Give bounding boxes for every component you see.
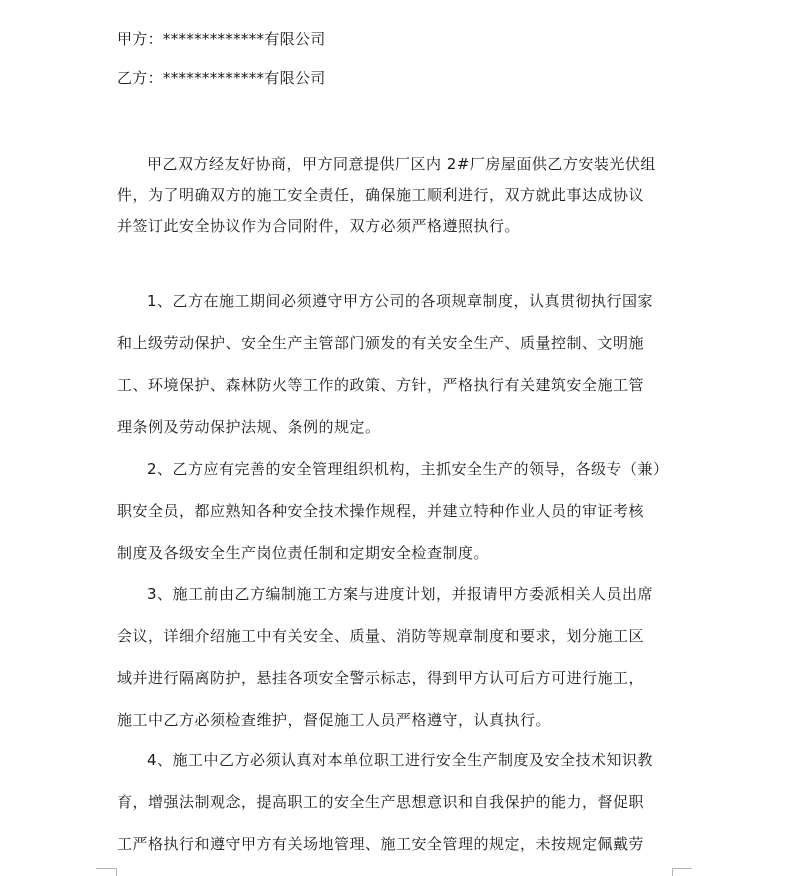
paragraph-line: 职安全员，都应熟知各种安全技术操作规程，并建立特种作业人员的审证考核 <box>117 502 645 520</box>
crop-mark-right-vertical <box>672 868 673 876</box>
paragraph-line: 2、乙方应有完善的安全管理组织机构，主抓安全生产的领导，各级专（兼） <box>147 460 669 478</box>
paragraph-line: 域并进行隔离防护，悬挂各项安全警示标志，得到甲方认可后方可进行施工， <box>117 669 645 687</box>
paragraph-line: 和上级劳动保护、安全生产主管部门颁发的有关安全生产、质量控制、文明施 <box>117 334 645 352</box>
crop-mark-left <box>96 868 116 869</box>
crop-mark-left-vertical <box>116 868 117 876</box>
paragraph-line: 1、乙方在施工期间必须遵守甲方公司的各项规章制度，认真贯彻执行国家 <box>147 292 654 310</box>
party-a-line: 甲方：*************有限公司 <box>117 30 326 48</box>
paragraph-line: 理条例及劳动保护法规、条例的规定。 <box>117 418 381 436</box>
paragraph-line: 制度及各级安全生产岗位责任制和定期安全检查制度。 <box>117 544 490 562</box>
clause-4-paragraph <box>117 749 677 875</box>
paragraph-line: 4、施工中乙方必须认真对本单位职工进行安全生产制度及安全技术知识教 <box>147 751 654 769</box>
clause-1-paragraph <box>117 290 677 458</box>
intro-paragraph <box>117 153 677 256</box>
paragraph-line: 工、环境保护、森林防火等工作的政策、方针，严格执行有关建筑安全施工管 <box>117 376 645 394</box>
paragraph-line: 工严格执行和遵守甲方有关场地管理、施工安全管理的规定，未按规定佩戴劳 <box>117 835 645 853</box>
party-b-line: 乙方：*************有限公司 <box>117 69 326 87</box>
paragraph-line: 件，为了明确双方的施工安全责任，确保施工顺利进行，双方就此事达成协议 <box>117 186 645 204</box>
clause-2-paragraph <box>117 458 677 584</box>
paragraph-line: 施工中乙方必须检查维护，督促施工人员严格遵守，认真执行。 <box>117 711 552 729</box>
crop-mark-right <box>672 868 692 869</box>
paragraph-line: 3、施工前由乙方编制施工方案与进度计划，并报请甲方委派相关人员出席 <box>147 585 654 603</box>
paragraph-line: 并签订此安全协议作为合同附件，双方必须严格遵照执行。 <box>117 217 521 235</box>
paragraph-line: 育，增强法制观念，提高职工的安全生产思想意识和自我保护的能力，督促职 <box>117 793 645 811</box>
paragraph-line: 会议，详细介绍施工中有关安全、质量、消防等规章制度和要求，划分施工区 <box>117 627 645 645</box>
paragraph-line: 甲乙双方经友好协商，甲方同意提供厂区内 2#厂房屋面供乙方安装光伏组 <box>147 155 656 173</box>
clause-3-paragraph <box>117 583 677 751</box>
